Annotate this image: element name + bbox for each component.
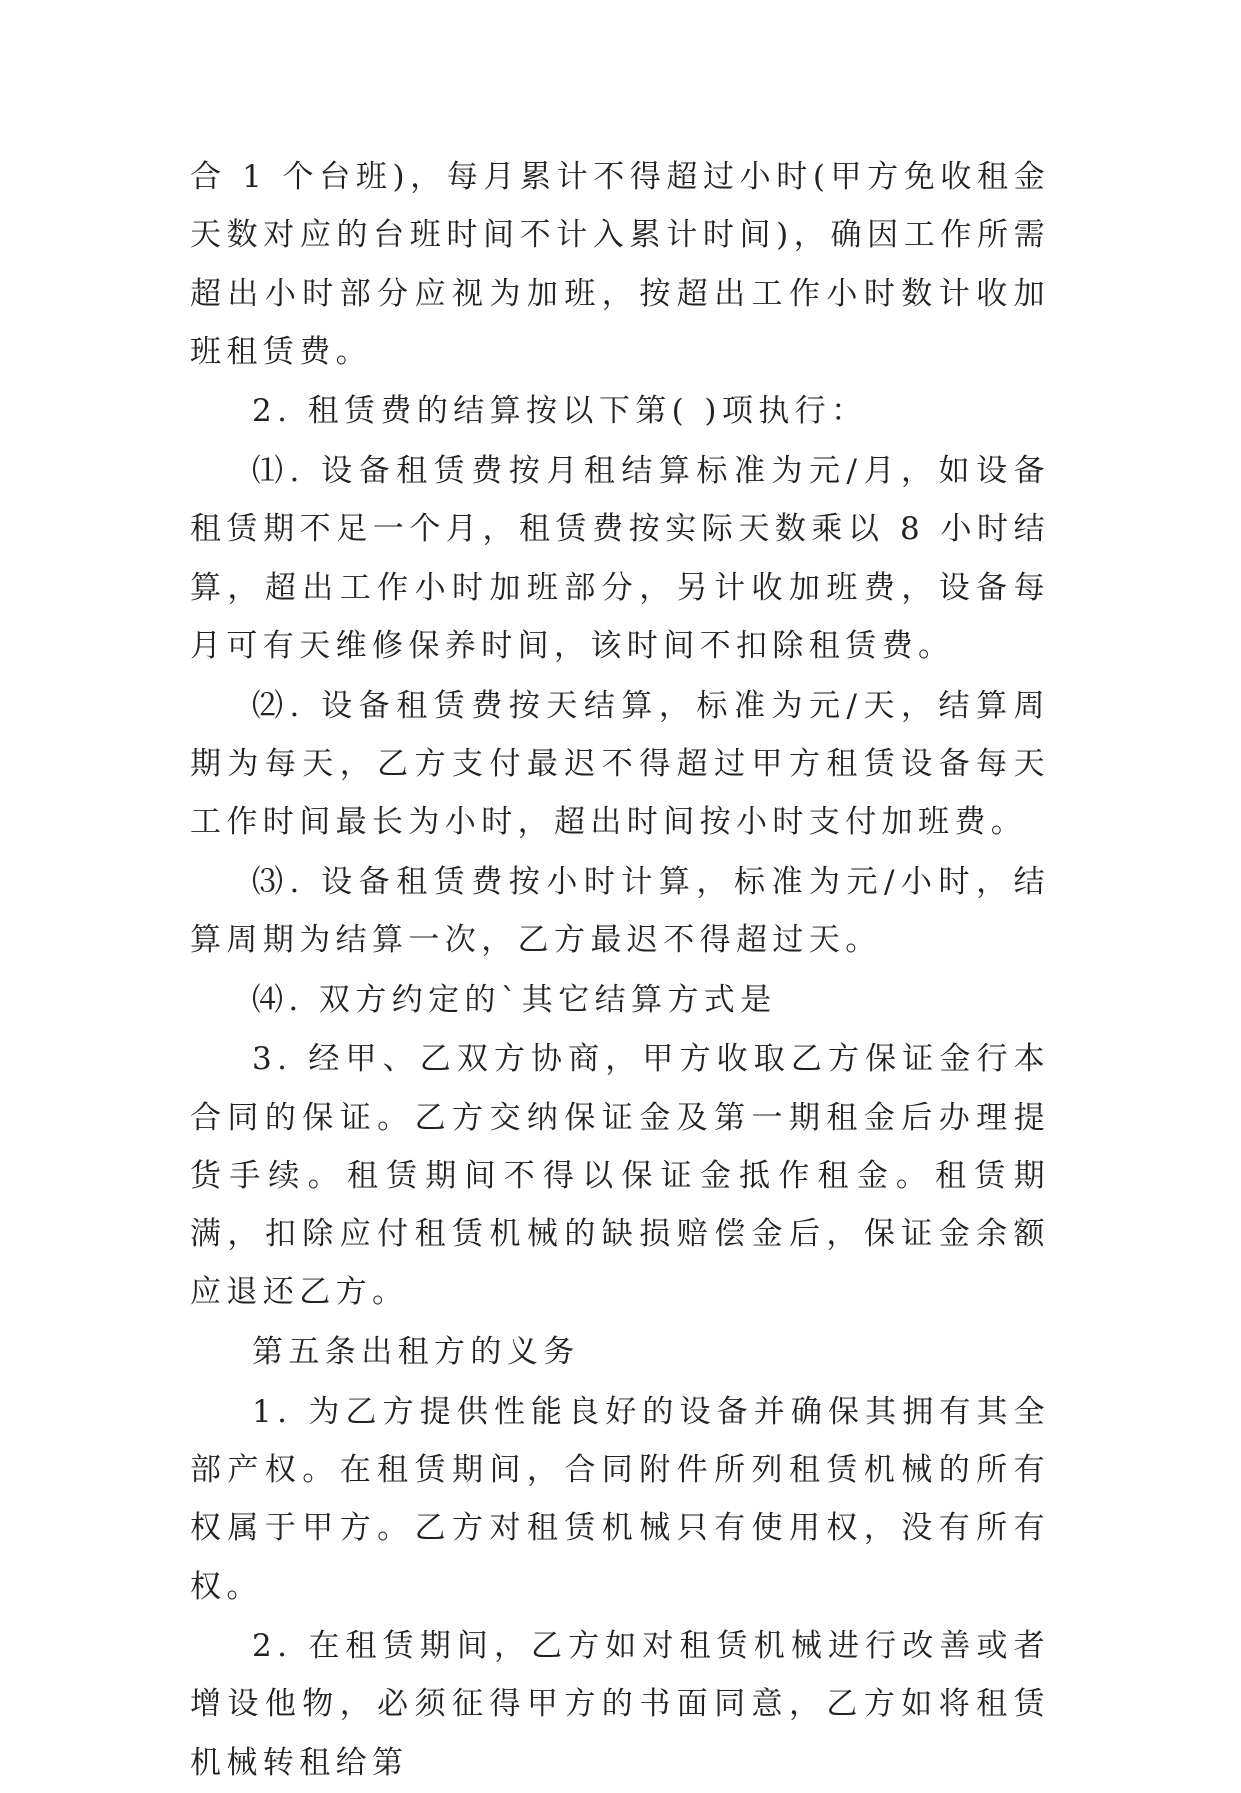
paragraph-obligation-2: 2. 在租赁期间，乙方如对租赁机械进行改善或者增设他物，必须征得甲方的书面同意，乙方如将租赁机械转租给第 [190,1628,1050,1781]
paragraph-clause-2: 2. 租赁费的结算按以下第( )项执行： [252,393,868,430]
paragraph-clause-3: 3. 经甲、乙双方协商，甲方收取乙方保证金行本合同的保证。乙方交纳保证金及第一期租金后办理提货手续。租赁期间不得以保证金抵作租金。租赁期满，扣除应付租赁机械的缺损赔偿金后，保证金余额应退还乙方。 [190,1041,1050,1311]
document-page [190,148,1050,1793]
paragraph-continuation: 合 1 个台班)，每月累计不得超过小时(甲方免收租金天数对应的台班时间不计入累计时间)，确因工作所需超出小时部分应视为加班，按超出工作小时数计收加班租赁费。 [190,159,1050,370]
section-heading-article-5: 第五条出租方的义务 [252,1334,580,1371]
paragraph-obligation-1: 1. 为乙方提供性能良好的设备并确保其拥有其全部产权。在租赁期间，合同附件所列租赁机械的所有权属于甲方。乙方对租赁机械只有使用权，没有所有权。 [190,1393,1050,1605]
paragraph-option-2: ⑵. 设备租赁费按天结算，标准为元/天，结算周期为每天，乙方支付最迟不得超过甲方租赁设备每天工作时间最长为小时，超出时间按小时支付加班费。 [190,687,1050,841]
paragraph-option-4: ⑷. 双方约定的`其它结算方式是 [252,981,777,1018]
paragraph-option-1: ⑴. 设备租赁费按月租结算标准为元/月，如设备租赁期不足一个月，租赁费按实际天数乘以 8 小时结算，超出工作小时加班部分，另计收加班费，设备每月可有天维修保养时间，该时间不扣除租赁费。 [190,453,1050,664]
paragraph-option-3: ⑶. 设备租赁费按小时计算，标准为元/小时，结算周期为结算一次，乙方最迟不得超过天。 [190,863,1050,959]
